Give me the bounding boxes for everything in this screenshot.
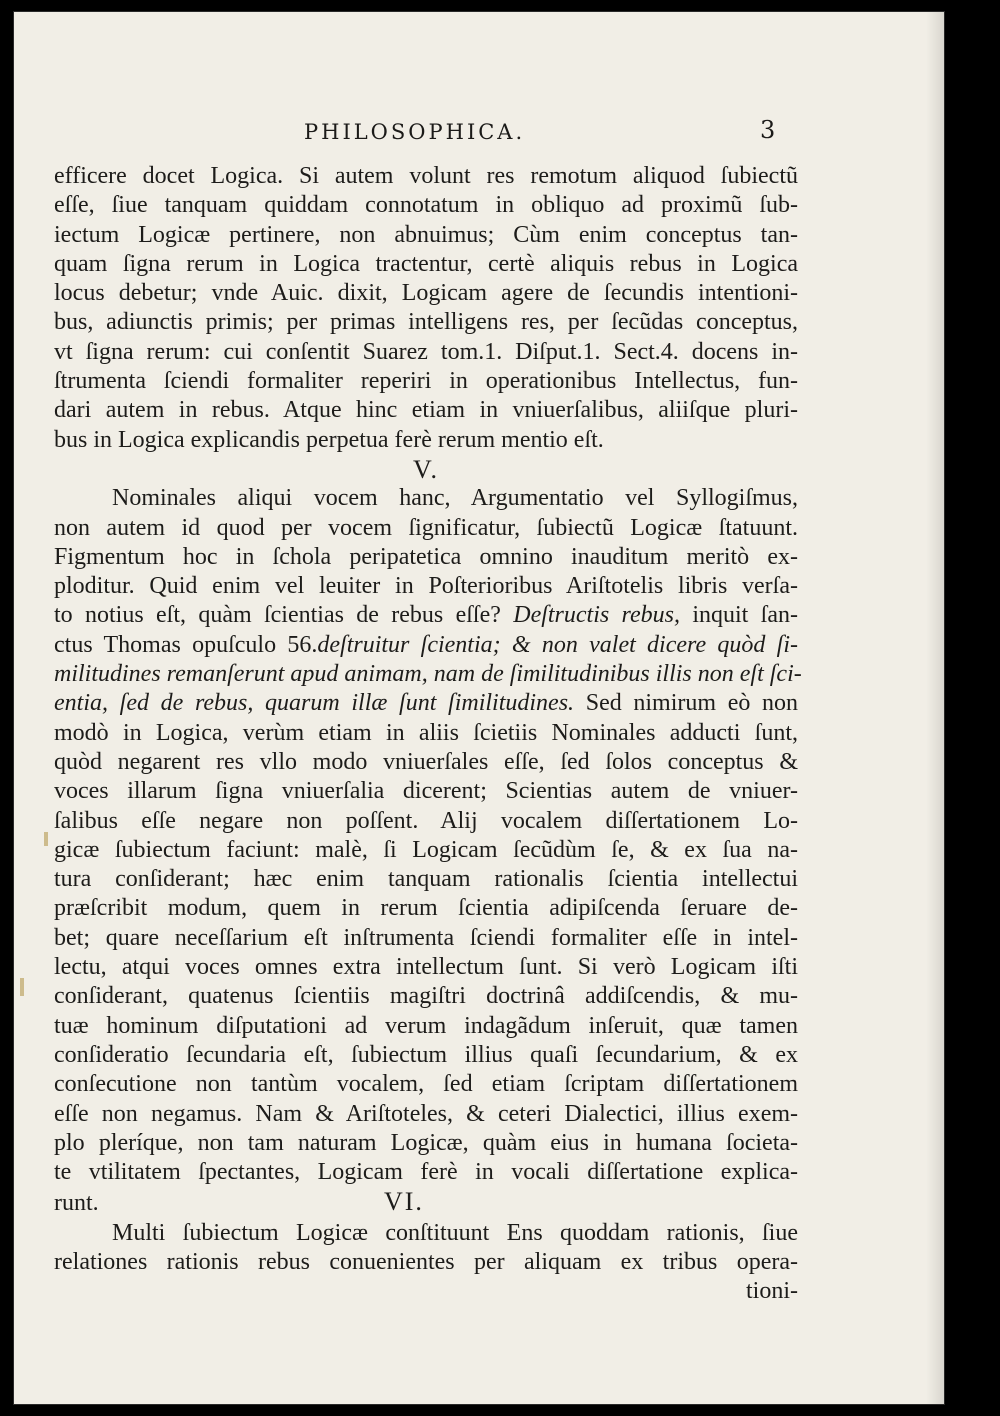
text-line: ploditur. Quid enim vel leuiter in Poſterioribus Ariſtotelis libris verſa- <box>54 573 798 600</box>
text-line: Multi ſubiectum Logicæ conſtituunt Ens quoddam rationis, ſiue <box>112 1219 798 1246</box>
text-line: dari autem in rebus. Atque hinc etiam in vniuerſalibus, aliiſque pluri- <box>54 397 798 424</box>
text-line: te vtilitatem ſpectantes, Logicam ferè in vocali diſſertatione explica- <box>54 1159 798 1186</box>
quotation-italic: deſtruitur ſcientia; & non valet dicere quòd ſi- <box>317 631 798 658</box>
text-line: relationes rationis rebus conuenientes per aliquam ex tribus opera- <box>54 1248 798 1275</box>
text-line: locus debetur; vnde Auic. dixit, Logicam agere de ſecundis intentioni- <box>54 280 798 307</box>
text-line: ſtrumenta ſciendi formaliter reperiri in operationibus Intellectus, fun- <box>54 368 798 395</box>
text-line: eſſe, ſiue tanquam quiddam connotatum in obliquo ad proximũ ſub- <box>54 192 798 219</box>
section-heading-vi: VI. <box>384 1187 424 1217</box>
text-line: ſalibus eſſe negare non poſſent. Alij vocalem diſſertationem Lo- <box>54 807 798 834</box>
paragraph-end-with-heading <box>54 1187 798 1218</box>
paragraph-3 <box>54 1219 798 1307</box>
text-line: modò in Logica, verùm etiam in aliis ſcietiis Nominales adducti ſunt, <box>54 719 798 746</box>
text-line: efficere docet Logica. Si autem volunt res remotum aliquod ſubiectũ <box>54 163 798 189</box>
text-line: voces illarum ſigna vniuerſalia dicerent; Scientias autem de vniuer- <box>54 778 798 805</box>
text-line: conſiderant, quatenus ſcientiis magiſtri doctrinâ addiſcendis, & mu- <box>54 983 798 1010</box>
catchword: tioni- <box>746 1278 798 1305</box>
text-line: bus in Logica explicandis perpetua ferè rerum mentio eſt. <box>54 426 604 453</box>
paragraph-2 <box>54 484 802 1218</box>
text-line: bet; quare neceſſarium eſt inſtrumenta ſciendi formaliter eſſe in intel- <box>54 924 798 951</box>
text-line: Nominales aliqui vocem hanc, Argumentatio vel Syllogiſmus, <box>112 485 798 512</box>
quotation-italic: militudines remanſerunt apud animam, nam de ſimilitudinibus illis non eſt ſci- <box>54 661 802 688</box>
text-line: Figmentum hoc in ſchola peripatetica omnino inauditum meritò ex- <box>54 543 798 570</box>
text-segment: Sed nimirum eò non <box>585 690 799 717</box>
text-line <box>54 601 798 630</box>
text-line: runt. <box>54 1190 99 1217</box>
text-line: quòd negarent res vllo modo vniuerſales eſſe, ſed ſolos conceptus & <box>54 748 798 775</box>
quotation-italic: entia, ſed de rebus, quarum illæ ſunt ſimilitudines. <box>54 690 575 717</box>
text-segment: to notius eſt, quàm ſcientias de rebus eſſe? <box>54 602 501 629</box>
text-line: conſecutione non tantùm vocalem, ſed etiam ſcriptam diſſertationem <box>54 1071 798 1098</box>
text-line: tuæ hominum diſputationi ad verum indagãdum inſeruit, quæ tamen <box>54 1012 798 1039</box>
section-heading-v: V. <box>413 454 439 484</box>
text-line: conſideratio ſecundaria eſt, ſubiectum illius quaſi ſecundarium, & ex <box>54 1041 798 1068</box>
text-line: non autem id quod per vocem ſignificatur, ſubiectũ Logicæ ſtatuunt. <box>54 514 798 541</box>
text-line <box>54 689 798 718</box>
text-segment: ctus Thomas opuſculo 56. <box>54 631 318 658</box>
text-line: quam ſigna rerum in Logica tractentur, certè aliquis rebus in Logica <box>54 250 798 277</box>
running-head: PHILOSOPHICA. <box>304 120 526 144</box>
page-number: 3 <box>760 116 776 144</box>
text-line: plo pleríque, non tam naturam Logicæ, quàm eius in humana ſocieta- <box>54 1129 798 1156</box>
text-line: vt ſigna rerum: cui conſentit Suarez tom.1. Diſput.1. Sect.4. docens in- <box>54 338 798 365</box>
text-line <box>54 631 798 660</box>
text-line: lectu, atqui voces omnes extra intellectum ſunt. Si verò Logicam iſti <box>54 954 798 981</box>
margin-stain <box>44 832 48 846</box>
text-line: gicæ ſubiectum faciunt: malè, ſi Logicam ſecũdùm ſe, & ex ſua na- <box>54 836 798 863</box>
text-line: eſſe non negamus. Nam & Ariſtoteles, & ceteri Dialectici, illius exem- <box>54 1100 798 1127</box>
text-line: præſcribit modum, quem in rerum ſcientia adipiſcenda ſeruare de- <box>54 895 798 922</box>
margin-stain <box>20 978 24 996</box>
paragraph-1 <box>54 162 798 455</box>
body-text <box>54 162 802 1307</box>
text-line: tura conſiderant; hæc enim tanquam rationalis ſcientia intellectui <box>54 866 798 893</box>
book-page <box>14 12 944 1404</box>
text-line: iectum Logicæ pertinere, non abnuimus; Cùm enim conceptus tan- <box>54 221 798 248</box>
quotation-italic: Deſtructis rebus, <box>513 602 680 629</box>
text-segment: inquit ſan- <box>692 602 798 629</box>
text-line: bus, adiunctis primis; per primas intelligens res, per ſecũdas conceptus, <box>54 309 798 336</box>
text-line <box>54 660 802 689</box>
